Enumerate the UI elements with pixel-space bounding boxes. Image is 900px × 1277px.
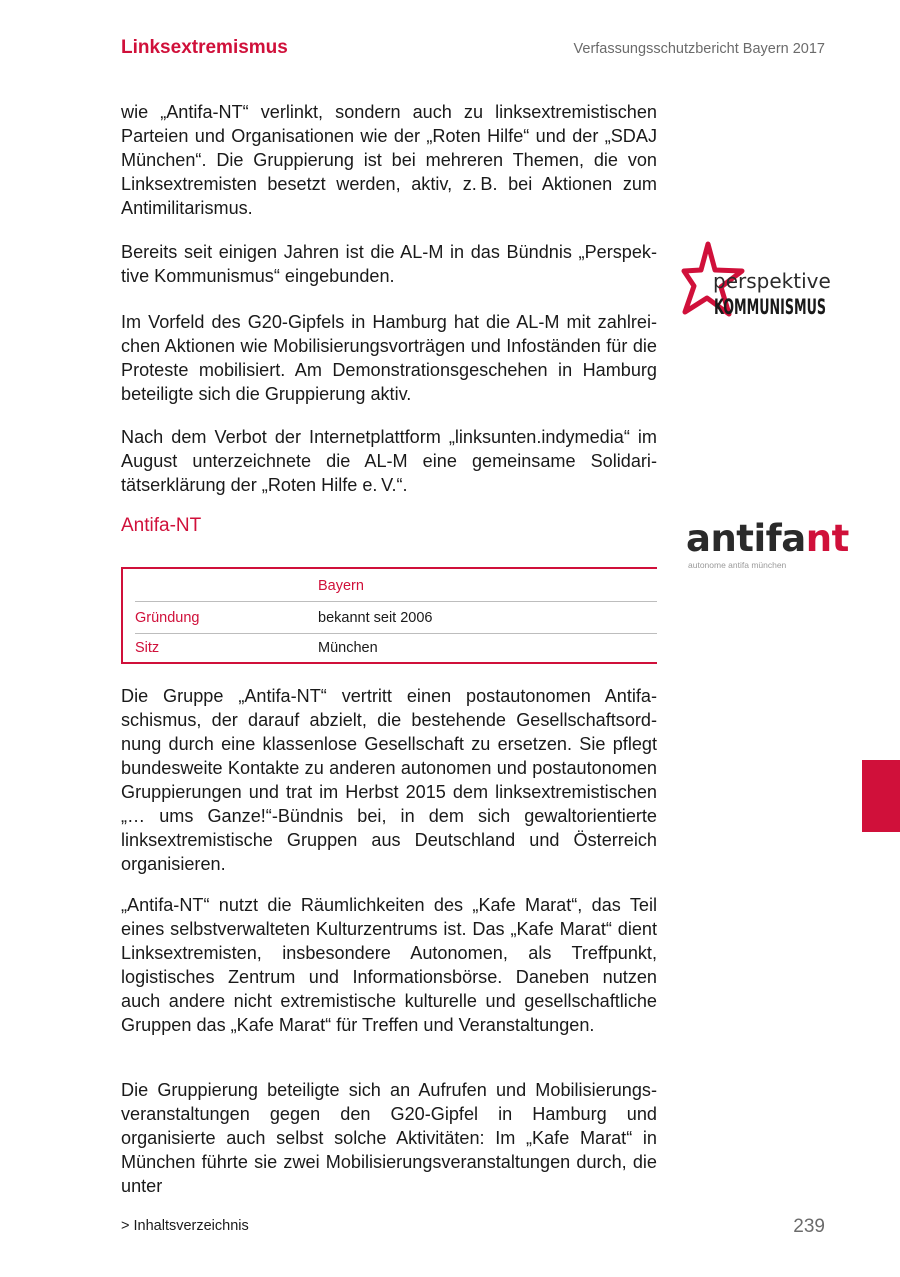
- info-table-header-row: [135, 571, 657, 602]
- paragraph-2: Bereits seit einigen Jahren ist die AL-M in das Bündnis „Perspektive Kommunismus“ eingebunden.: [121, 242, 657, 286]
- info-table-row: [135, 633, 657, 663]
- chapter-tab-marker: [862, 760, 900, 832]
- publication-title: Verfassungsschutzbericht Bayern 2017: [573, 41, 825, 57]
- info-table: [121, 567, 657, 664]
- paragraph-4: Nach dem Verbot der Internetplattform „linksunten.indymedia“ im August unterzeichnete die AL-M eine gemeinsame Solidaritätserklärung der „Roten Hilfe e. V.“.: [121, 427, 657, 495]
- paragraph-7: Die Gruppierung beteiligte sich an Aufrufen und Mobilisierungsveranstaltungen gegen den G20-Gipfel in Hamburg und organisierte auch selbst solche Aktivitäten: Im „Kafe Marat“ in München führte sie zwei Mobilisierungsveranstaltungen durch, die unter: [121, 1080, 657, 1196]
- info-table-label: Sitz: [135, 640, 160, 656]
- paragraph-3: Im Vorfeld des G20-Gipfels in Hamburg hat die AL-M mit zahlreichen Aktionen wie Mobilisierungsvorträgen und Infoständen für die Proteste mobilisiert. Am Demonstrationsgeschehen in Hamburg beteiligte sich die Gruppierung aktiv.: [121, 312, 657, 404]
- logo-tagline: autonome antifa münchen: [688, 560, 787, 570]
- logo-wordmark: [686, 518, 849, 560]
- paragraph-1: wie „Antifa-NT“ verlinkt, sondern auch zu linksextremistischen Parteien und Organisationen wie der „Roten Hilfe“ und der „SDAJ München“. Die Gruppierung ist bei mehreren Themen, die von Linksextremisten besetzt werden, aktiv, z. B. bei Aktionen zum Antimilitarismus.: [121, 102, 657, 218]
- antifa-nt-logo: [686, 517, 849, 572]
- logo-wordmark-main: antifa: [686, 517, 806, 560]
- info-table-value: München: [318, 640, 378, 656]
- perspektive-kommunismus-logo: [684, 238, 830, 328]
- info-table-value: bekannt seit 2006: [318, 610, 433, 626]
- info-table-label: Gründung: [135, 610, 200, 626]
- info-table-row: [135, 603, 657, 634]
- subheading-antifa-nt: Antifa-NT: [121, 515, 202, 536]
- logo-wordmark-accent: nt: [805, 517, 849, 560]
- section-title: Linksextremismus: [121, 37, 288, 58]
- logo-word-perspektive: perspektive: [713, 269, 831, 293]
- table-of-contents-link[interactable]: > Inhaltsverzeichnis: [121, 1218, 249, 1234]
- info-table-column-header: Bayern: [318, 578, 364, 594]
- logo-word-kommunismus: KOMMUNISMUS: [714, 295, 826, 319]
- paragraph-5: Die Gruppe „Antifa-NT“ vertritt einen postautonomen Antifaschismus, der darauf abzielt, die bestehende Gesellschaftsordnung durch eine klassenlose Gesellschaft zu ersetzen. Sie pflegt bundesweite Kontakte zu anderen autonomen und postautonomen Gruppierungen und trat im Herbst 2015 dem linksextremistischen „… ums Ganze!“-Bündnis bei, in dem sich gewaltorientierte linksextremistische Gruppen aus Deutschland und Österreich organisieren.: [121, 686, 657, 874]
- paragraph-6: „Antifa-NT“ nutzt die Räumlichkeiten des „Kafe Marat“, das Teil eines selbstverwalteten Kulturzentrums ist. Das „Kafe Marat“ dient Linksextremisten, insbesondere Autonomen, als Treffpunkt, logistisches Zentrum und Informationsbörse. Daneben nutzen auch andere nicht extremistische kulturelle und gesellschaftliche Gruppen das „Kafe Marat“ für Treffen und Veranstaltungen.: [121, 895, 657, 1035]
- page-number: 239: [793, 1216, 825, 1237]
